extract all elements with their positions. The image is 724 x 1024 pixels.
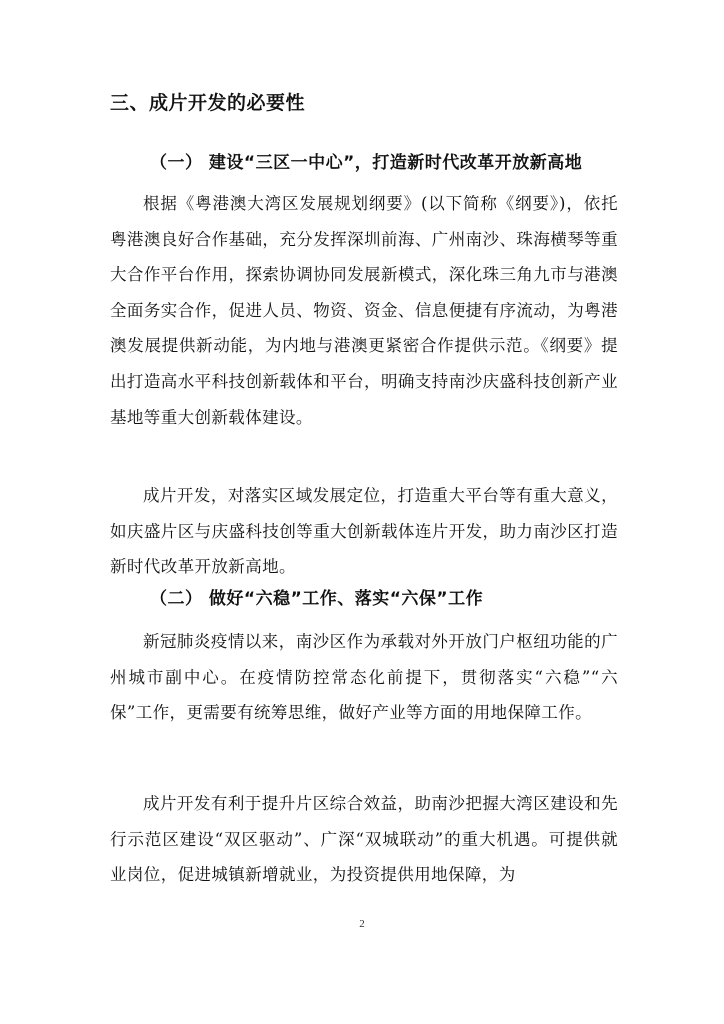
paragraph: 成片开发有利于提升片区综合效益，助南沙把握大湾区建设和先行示范区建设“双区驱动”、广深“双城联动”的重大机遇。可提供就业岗位，促进城镇新增就业，为投资提供用地保障，为 [110, 794, 618, 885]
paragraph: 根据《粤港澳大湾区发展规划纲要》(以下简称《纲要》)，依托粤港澳良好合作基础，充分发挥深圳前海、广州南沙、珠海横琴等重大合作平台作用，探索协调协同发展新模式，深化珠三角九市与港澳全面务实合作，促进人员、物资、资金、信息便捷有序流动，为粤港澳发展提供新动能，为内地与港澳更紧密合作提供示范。《纲要》提出打造高水平科技创新载体和平台，明确支持南沙庆盛科技创新产业基地等重大创新载体建设。 [110, 194, 618, 427]
section-heading: 三、成片开发的必要性 [110, 92, 306, 114]
paragraph: 成片开发，对落实区域发展定位，打造重大平台等有重大意义，如庆盛片区与庆盛科技创等重大创新载体连片开发，助力南沙区打造新时代改革开放新高地。 [110, 486, 618, 577]
subsection-heading-2: （二） 做好“六稳”工作、落实“六保”工作 [150, 589, 484, 609]
paragraph: 新冠肺炎疫情以来，南沙区作为承载对外开放门户枢纽功能的广州城市副中心。在疫情防控常态化前提下，贯彻落实“六稳”“六保”工作，更需要有统筹思维，做好产业等方面的用地保障工作。 [110, 632, 618, 723]
page-number: 2 [359, 918, 365, 930]
subsection-heading-1: （一） 建设“三区一中心”，打造新时代改革开放新高地 [150, 153, 583, 173]
